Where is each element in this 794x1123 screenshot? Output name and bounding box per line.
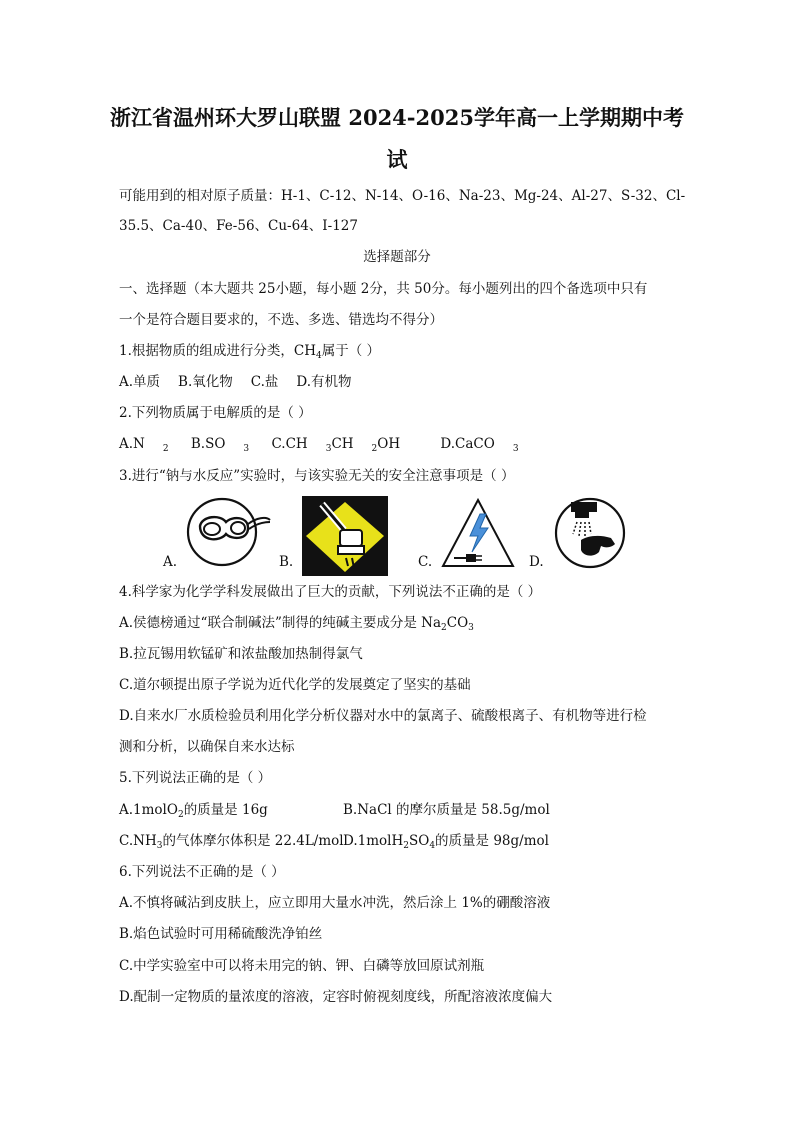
q6-stem: 6.下列说法不正确的是（ ） (119, 864, 285, 880)
q1-stem (119, 341, 380, 361)
q2-option-b-text: B.SO (190, 436, 226, 452)
q4-option-a-sub2: 3 (468, 623, 474, 633)
q3-label-b: B. (279, 554, 294, 570)
q5-option-c-end: 的气体摩尔体积是 22.4L/mol (162, 833, 344, 849)
q6-option-c: C.中学实验室中可以将未用完的钠、钾、白磷等放回原试剂瓶 (119, 958, 485, 974)
q6-option-d: D.配制一定物质的量浓度的溶液，定容时俯视刻度线，所配溶液浓度偏大 (119, 989, 553, 1005)
q2-option-c-sub1: 3 (325, 444, 332, 454)
q4-stem: 4.科学家为化学学科发展做出了巨大的贡献，下列说法不正确的是（ ） (119, 584, 542, 600)
q1-option-c: C.盐 (250, 374, 279, 390)
atomic-masses-line-1: 可能用到的相对原子质量：H-1、C-12、N-14、O-16、Na-23、Mg-24、Al-27、S-32、Cl- (119, 188, 686, 204)
sharp-object-warning-icon (302, 496, 388, 576)
instructions-line-1: 一、选择题（本大题共 25小题，每小题 2分，共 50分。每小题列出的四个备选项中只有 (119, 281, 648, 297)
q5-option-c-sub: 3 (156, 841, 163, 851)
q3-label-c: C. (418, 554, 433, 570)
title-line-1: 浙江省温州环大罗山联盟 2024-2025学年高一上学期期中考 (110, 105, 684, 130)
q5-option-c (119, 831, 344, 851)
section-title: 选择题部分 (363, 249, 431, 265)
q2-option-a-sub: 2 (162, 444, 169, 454)
q1-stem-sub: 4 (315, 351, 322, 361)
q5-option-d-text: D.1molH (343, 833, 404, 849)
q5-option-d-mid: SO (408, 833, 430, 849)
q1-options (119, 372, 370, 392)
page-title (110, 97, 684, 181)
q1-option-a: A.单质 (119, 374, 161, 390)
q2-stem: 2.下列物质属于电解质的是（ ） (119, 405, 312, 421)
q2-option-b (191, 436, 249, 452)
q5-option-b: B.NaCl 的摩尔质量是 58.5g/mol (343, 802, 550, 818)
q2-option-c-end: OH (377, 436, 401, 452)
q2-option-d-text: D.CaCO (440, 436, 495, 452)
q5-option-d-sub2: 4 (429, 841, 436, 851)
q6-option-a: A.不慎将碱沾到皮肤上，应立即用大量水冲洗，然后涂上 1%的硼酸溶液 (119, 895, 551, 911)
hand-washing-icon (553, 496, 627, 570)
q5-option-d-end: 的质量是 98g/mol (435, 833, 549, 849)
q1-option-d: D.有机物 (296, 374, 352, 390)
q5-option-a-end: 的质量是 16g (183, 802, 268, 818)
q5-option-a-sub: 2 (177, 810, 184, 820)
q5-option-d-sub1: 2 (403, 841, 409, 851)
q2-option-d-sub: 3 (512, 444, 519, 454)
electric-warning-icon (440, 496, 516, 570)
q1-option-b: B.氧化物 (178, 374, 233, 390)
q2-option-a (119, 436, 169, 452)
q2-option-c (271, 436, 418, 452)
q2-options (119, 434, 537, 454)
q5-option-d (343, 831, 549, 851)
q4-option-c: C.道尔顿提出原子学说为近代化学的发展奠定了坚实的基础 (119, 677, 471, 693)
q4-option-d-line-2: 测和分析，以确保自来水达标 (119, 739, 295, 755)
q3-stem: 3.进行“钠与水反应”实验时，与该实验无关的安全注意事项是（ ） (119, 468, 515, 484)
q4-option-b: B.拉瓦锡用软锰矿和浓盐酸加热制得氯气 (119, 646, 363, 662)
q4-option-d-line-1: D.自来水厂水质检验员利用化学分析仪器对水中的氯离子、硫酸根离子、有机物等进行检 (119, 708, 647, 724)
q2-option-b-sub: 3 (243, 444, 250, 454)
q4-option-a-mid: CO (446, 615, 469, 631)
q5-option-a (119, 800, 268, 820)
q2-option-a-text: A.N (119, 436, 145, 452)
q3-figures (160, 496, 640, 574)
q5-option-a-text: A.1molO (119, 802, 178, 818)
q2-option-c-text: C.CH (271, 436, 308, 452)
q6-option-b: B.焰色试验时可用稀硫酸洗净铂丝 (119, 926, 323, 942)
q1-stem-b: 属于（ ） (321, 343, 381, 359)
goggles-icon (186, 496, 272, 568)
title-line-2: 试 (386, 147, 408, 172)
q5-stem: 5.下列说法正确的是（ ） (119, 770, 272, 786)
atomic-masses-line-2: 35.5、Ca-40、Fe-56、Cu-64、I-127 (119, 218, 358, 234)
q2-option-c-sub2: 2 (371, 444, 378, 454)
q4-option-a-text: A.侯德榜通过“联合制碱法”制得的纯碱主要成分是 Na (119, 615, 441, 631)
instructions-line-2: 一个是符合题目要求的，不选、多选、错选均不得分） (119, 312, 443, 328)
q2-option-c-mid: CH (331, 436, 354, 452)
q4-option-a (119, 613, 474, 633)
q3-label-a: A. (163, 554, 178, 570)
q5-option-c-text: C.NH (119, 833, 157, 849)
q1-stem-a: 1.根据物质的组成进行分类，CH (119, 343, 316, 359)
q4-option-a-sub1: 2 (441, 623, 447, 633)
q2-option-d (440, 436, 518, 452)
q3-label-d: D. (529, 554, 544, 570)
